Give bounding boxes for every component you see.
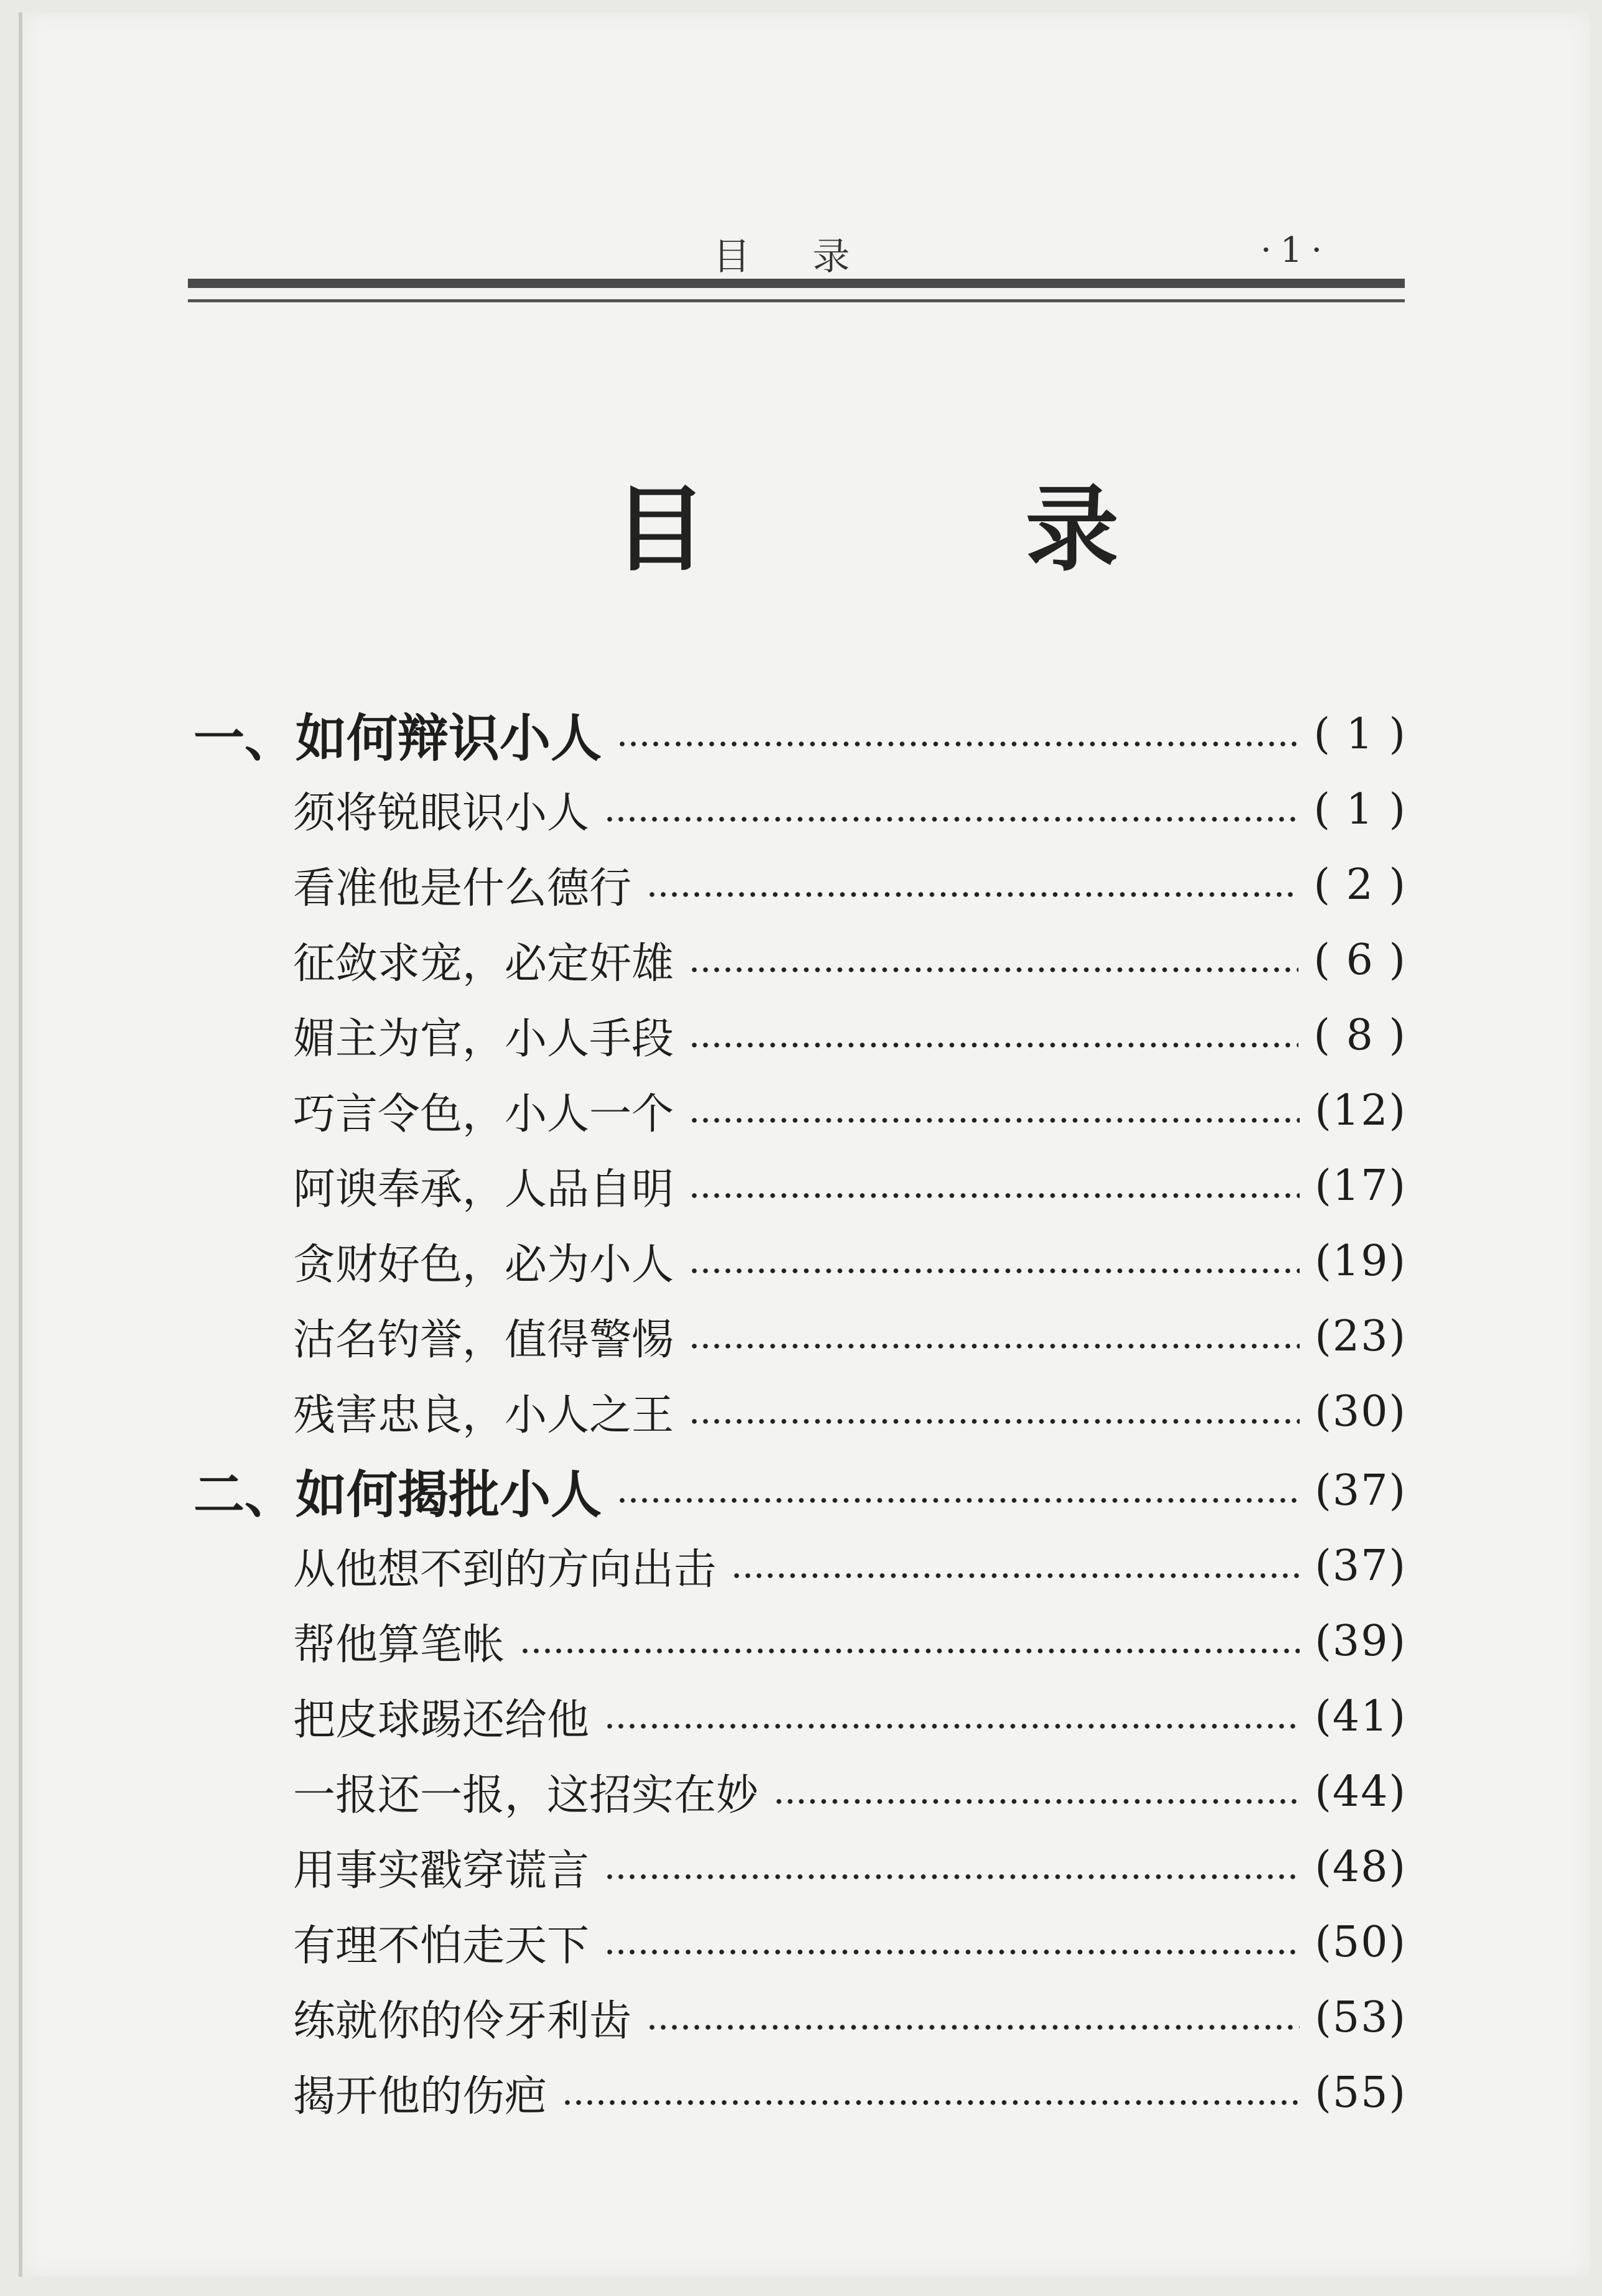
toc-entry[interactable] xyxy=(193,1073,1407,1148)
dot-leader xyxy=(731,1571,1300,1580)
toc-entry-page-number: (19) xyxy=(1315,1237,1407,1286)
toc-entry-label: 巧言令色，小人一个 xyxy=(293,1090,674,1139)
toc-entry-page-number: ( 2 ) xyxy=(1313,860,1407,909)
toc-entry-page-number: (50) xyxy=(1315,1918,1407,1967)
dot-leader xyxy=(562,2098,1300,2107)
toc-section[interactable] xyxy=(193,1453,1407,1528)
dot-leader xyxy=(604,1872,1300,1881)
dot-leader xyxy=(604,1948,1300,1956)
toc-entry-label: 阿谀奉承，人品自明 xyxy=(293,1165,674,1214)
running-header-title: 目录 xyxy=(713,235,912,279)
toc-entry[interactable] xyxy=(193,1905,1407,1980)
toc-entry-page-number: ( 8 ) xyxy=(1313,1011,1407,1060)
toc-entry[interactable] xyxy=(193,772,1407,847)
toc-entry-label: 残害忠良，小人之王 xyxy=(293,1391,674,1440)
toc-entry-label: 有理不怕走天下 xyxy=(293,1922,590,1971)
scanned-page xyxy=(19,12,1590,2277)
toc-section-label: 二、如何揭批小人 xyxy=(193,1465,602,1525)
dot-leader xyxy=(604,815,1298,824)
toc-entry-label: 把皮球踢还给他 xyxy=(293,1696,590,1745)
toc-entry[interactable] xyxy=(193,1224,1407,1299)
toc-entry[interactable] xyxy=(193,1829,1407,1905)
dot-leader xyxy=(689,1041,1298,1049)
toc-entry-page-number: (30) xyxy=(1315,1387,1407,1436)
toc-entry-page-number: (53) xyxy=(1315,1993,1407,2042)
toc-entry-page-number: ( 1 ) xyxy=(1313,785,1407,834)
toc-entry-label: 贪财好色，必为小人 xyxy=(293,1240,674,1290)
toc-entry-label: 沽名钓誉，值得警惕 xyxy=(293,1316,674,1365)
toc-entry[interactable] xyxy=(193,1679,1407,1754)
toc-entry-label: 从他想不到的方向出击 xyxy=(293,1545,717,1594)
toc-entry[interactable] xyxy=(193,847,1407,923)
toc-entry-page-number: (44) xyxy=(1315,1767,1407,1816)
dot-leader xyxy=(689,965,1298,974)
toc-entry-page-number: ( 6 ) xyxy=(1313,936,1407,985)
table-of-contents xyxy=(193,697,1407,2131)
dot-leader xyxy=(604,1722,1300,1731)
toc-entry-label: 练就你的伶牙利齿 xyxy=(293,1997,632,2046)
toc-entry[interactable] xyxy=(193,1148,1407,1224)
toc-entry-page-number: (55) xyxy=(1315,2068,1407,2117)
toc-entry-label: 帮他算笔帐 xyxy=(293,1620,505,1670)
toc-entry[interactable] xyxy=(193,1754,1407,1829)
toc-entry-page-number: (39) xyxy=(1315,1617,1407,1666)
dot-leader xyxy=(689,1191,1300,1200)
dot-leader xyxy=(689,1116,1300,1125)
toc-entry[interactable] xyxy=(193,998,1407,1073)
dot-leader xyxy=(519,1647,1300,1655)
toc-section[interactable] xyxy=(193,697,1407,772)
toc-entry-label: 一报还一报，这招实在妙 xyxy=(293,1771,759,1820)
toc-entry-page-number: (41) xyxy=(1315,1692,1407,1741)
toc-entry-label: 征敛求宠，必定奸雄 xyxy=(293,939,674,988)
toc-entry[interactable] xyxy=(193,1604,1407,1679)
toc-entry-page-number: (12) xyxy=(1315,1086,1407,1135)
toc-entry-page-number: (17) xyxy=(1315,1161,1407,1211)
header-rule-thick xyxy=(188,279,1405,288)
toc-entry[interactable] xyxy=(193,2055,1407,2131)
toc-entry[interactable] xyxy=(193,1374,1407,1449)
toc-section-page-number: ( 1 ) xyxy=(1313,710,1407,759)
dot-leader xyxy=(689,1267,1300,1275)
toc-entry-label: 看准他是什么德行 xyxy=(293,864,632,913)
dot-leader xyxy=(646,890,1298,899)
dot-leader xyxy=(646,2023,1300,2032)
running-header-page-number: ·1· xyxy=(1260,230,1331,271)
toc-entry[interactable] xyxy=(193,1299,1407,1374)
toc-entry-page-number: (23) xyxy=(1315,1312,1407,1361)
dot-leader xyxy=(617,740,1298,748)
dot-leader xyxy=(773,1797,1300,1806)
toc-entry-page-number: (37) xyxy=(1315,1541,1407,1591)
toc-entry-label: 须将锐眼识小人 xyxy=(293,789,590,838)
toc-entry[interactable] xyxy=(193,1528,1407,1604)
toc-entry-label: 用事实戳穿谎言 xyxy=(293,1846,590,1895)
toc-entry[interactable] xyxy=(193,1980,1407,2055)
toc-section-label: 一、如何辩识小人 xyxy=(193,709,602,768)
toc-entry-page-number: (48) xyxy=(1315,1843,1407,1892)
toc-entry-label: 揭开他的伤疤 xyxy=(293,2072,547,2121)
dot-leader xyxy=(689,1342,1300,1350)
toc-section-page-number: (37) xyxy=(1315,1466,1407,1515)
toc-entry[interactable] xyxy=(193,923,1407,998)
header-rule-thin xyxy=(188,299,1405,302)
dot-leader xyxy=(617,1496,1300,1505)
dot-leader xyxy=(689,1417,1300,1426)
toc-entry-label: 媚主为官，小人手段 xyxy=(293,1015,674,1064)
page-title: 目 录 xyxy=(613,475,1262,584)
